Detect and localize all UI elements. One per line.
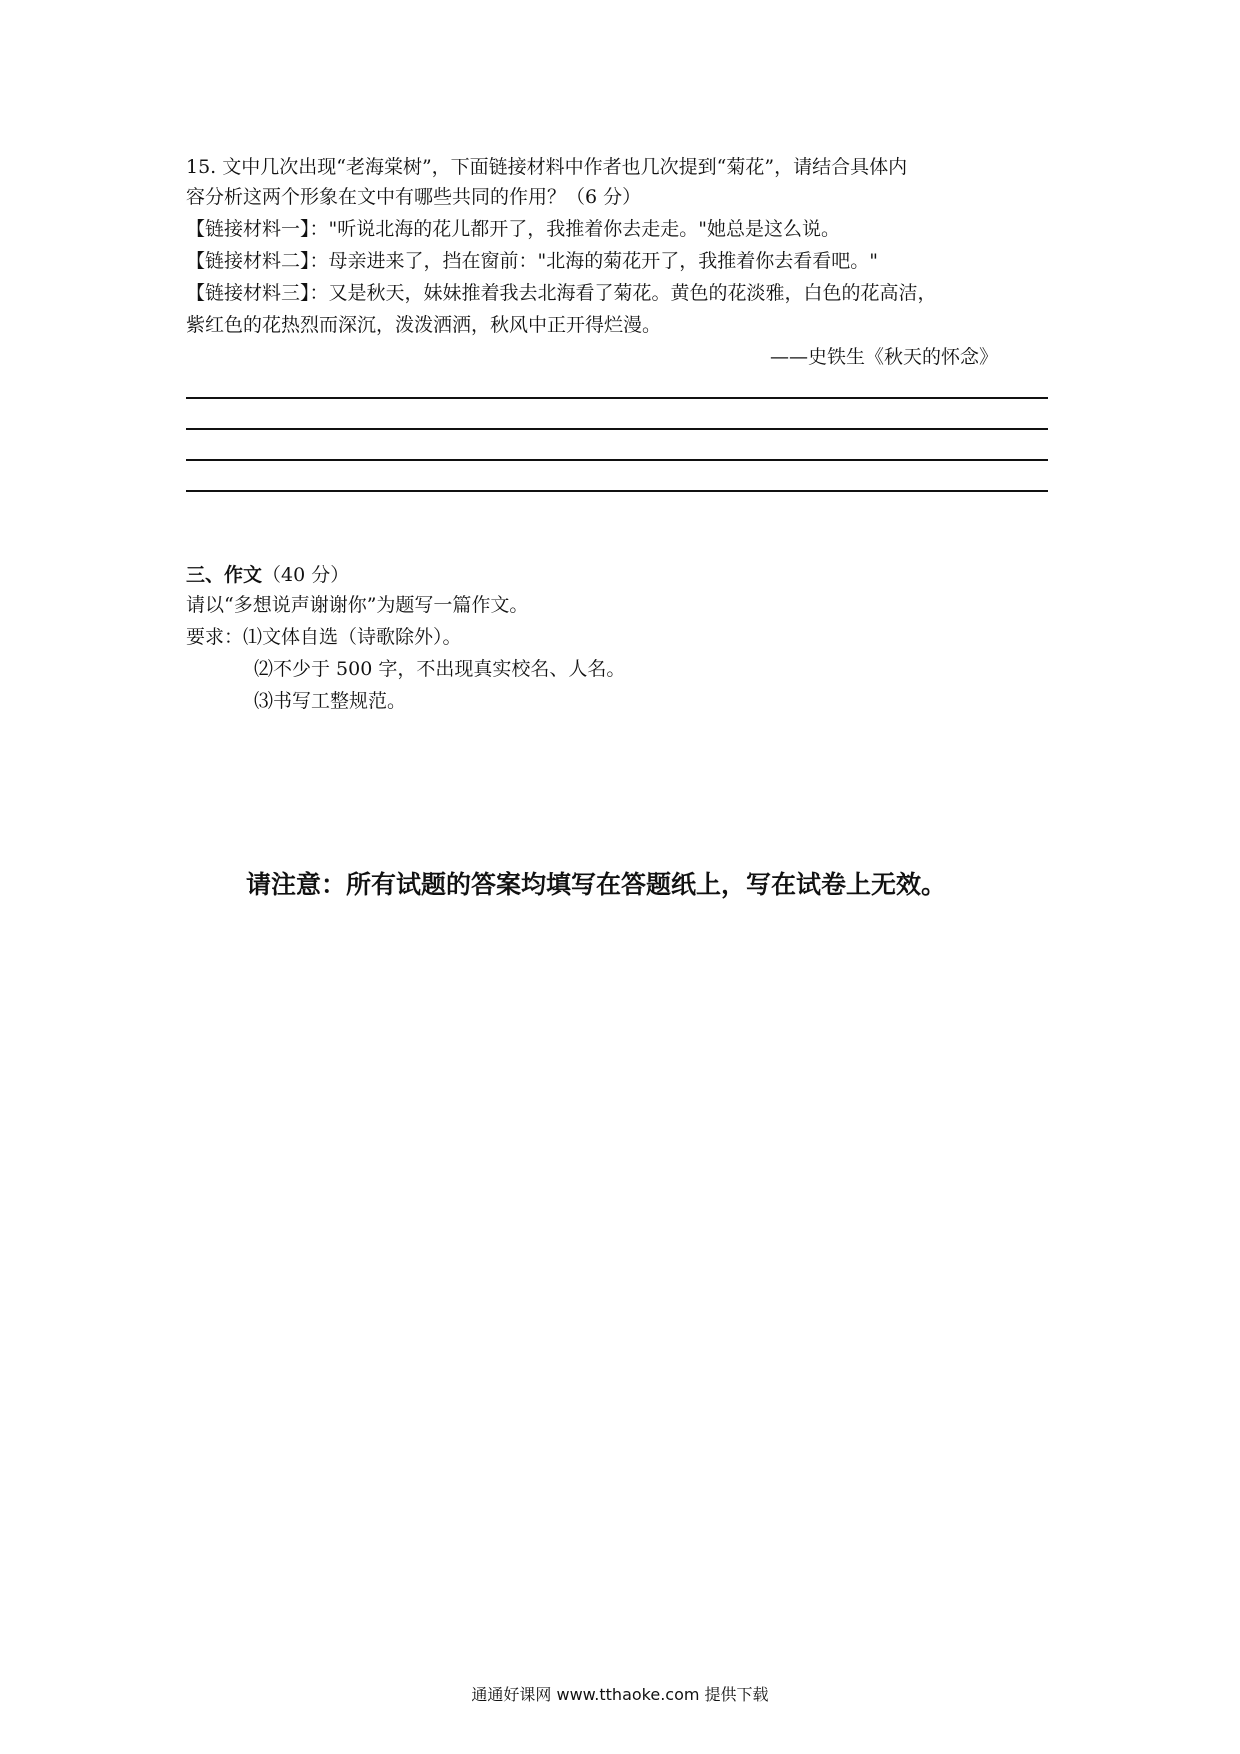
material-3 xyxy=(186,280,937,306)
answer-line-4 xyxy=(186,490,1048,492)
answer-notice: 请注意：所有试题的答案均填写在答题纸上，写在试卷上无效。 xyxy=(246,870,947,899)
material-3-text-line-1: 又是秋天，妹妹推着我去北海看了菊花。黄色的花淡雅，白色的花高洁， xyxy=(328,282,937,304)
material-2-text: 母亲进来了，挡在窗前："北海的菊花开了，我推着你去看看吧。" xyxy=(328,250,878,272)
essay-requirement-1 xyxy=(186,624,462,650)
essay-requirement-1-text: ⑴文体自选（诗歌除外）。 xyxy=(243,626,462,648)
material-3-label: 【链接材料三】： xyxy=(186,282,329,304)
answer-line-2 xyxy=(186,428,1048,430)
material-1-text: "听说北海的花儿都开了，我推着你去走走。"她总是这么说。 xyxy=(328,218,840,240)
essay-heading xyxy=(186,562,349,588)
material-1-label: 【链接材料一】： xyxy=(186,218,329,240)
question-15-line-2: 容分析这两个形象在文中有哪些共同的作用？（6 分） xyxy=(186,186,642,208)
answer-line-1 xyxy=(186,397,1048,399)
material-1 xyxy=(186,216,840,242)
essay-points: （40 分） xyxy=(262,564,350,586)
essay-requirement-2: ⑵不少于 500 字，不出现真实校名、人名。 xyxy=(254,658,626,680)
material-2-label: 【链接材料二】： xyxy=(186,250,329,272)
material-3-text-line-2: 紫红色的花热烈而深沉，泼泼洒洒，秋风中正开得烂漫。 xyxy=(186,314,662,336)
answer-line-3 xyxy=(186,459,1048,461)
page-footer: 通通好课网 www.tthaoke.com 提供下载 xyxy=(471,1685,769,1704)
essay-requirements-label: 要求： xyxy=(186,626,244,648)
essay-requirement-3: ⑶书写工整规范。 xyxy=(254,690,407,712)
essay-heading-title: 三、作文 xyxy=(186,564,263,586)
question-15-line-1: 15. 文中几次出现“老海棠树”，下面链接材料中作者也几次提到“菊花”，请结合具体内 xyxy=(186,156,908,178)
essay-prompt: 请以“多想说声谢谢你”为题写一篇作文。 xyxy=(186,594,529,616)
material-2 xyxy=(186,248,878,274)
material-source: ——史铁生《秋天的怀念》 xyxy=(770,346,999,368)
